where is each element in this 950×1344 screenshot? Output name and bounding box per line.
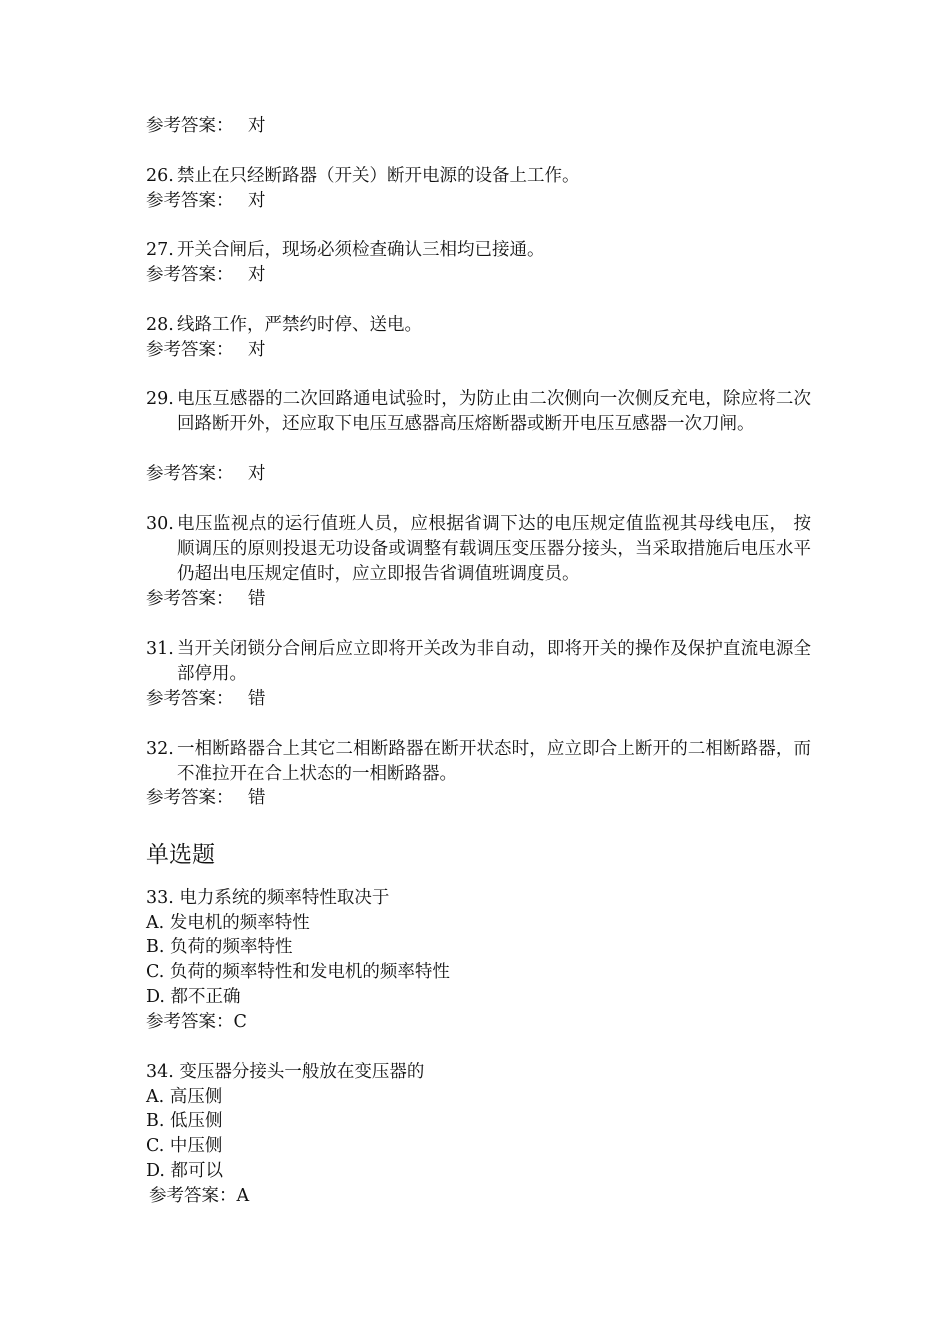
answer-value: 错 (248, 689, 266, 709)
answer-value: 错 (248, 589, 266, 609)
option-item: A. 发电机的频率特性 (146, 913, 310, 933)
question-text: 电力系统的频率特性取决于 (179, 888, 390, 908)
answer-label: 参考答案： (146, 589, 234, 609)
option-item: D. 都不正确 (146, 987, 241, 1007)
question-number: 28. (146, 315, 174, 335)
answer-label: 参考答案： (146, 1012, 234, 1032)
answer-value: 对 (248, 340, 266, 360)
section-title: 单选题 (146, 842, 215, 868)
answer-line (146, 114, 266, 139)
answer-label: 参考答案： (146, 116, 234, 136)
question-number: 26. (146, 166, 174, 186)
answer-value: 对 (248, 265, 266, 285)
question-33 (146, 886, 389, 911)
option-item: B. 负荷的频率特性 (146, 937, 293, 957)
question-28 (146, 313, 811, 338)
answer-label: 参考答案： (146, 340, 234, 360)
question-30 (146, 512, 811, 587)
question-number: 30. (146, 514, 174, 534)
question-number: 31. (146, 639, 174, 659)
question-number: 33. (146, 888, 174, 908)
question-29 (146, 387, 811, 437)
answer-value: C (233, 1012, 247, 1032)
option-item: D. 都可以 (146, 1161, 224, 1181)
answer-label: 参考答案： (146, 464, 234, 484)
answer-label: 参考答案： (146, 265, 234, 285)
question-text: 电压互感器的二次回路通电试验时，为防止由二次侧向一次侧反充电，除应将二次回路断开外，还应取下电压互感器高压熔断器或断开电压互感器一次刀闸。 (177, 389, 811, 434)
answer-value: A (236, 1186, 250, 1206)
answer-value: 对 (248, 464, 266, 484)
question-number: 34. (146, 1062, 174, 1082)
question-number: 29. (146, 389, 174, 409)
answer-line (146, 462, 266, 487)
answer-label: 参考答案： (149, 1186, 237, 1206)
answer-label: 参考答案： (146, 788, 234, 808)
option-item: C. 中压侧 (146, 1136, 223, 1156)
answer-label: 参考答案： (146, 191, 234, 211)
question-text: 禁止在只经断路器（开关）断开电源的设备上工作。 (177, 166, 580, 186)
answer-line (146, 1010, 247, 1035)
question-text: 当开关闭锁分合闸后应立即将开关改为非自动，即将开关的操作及保护直流电源全部停用。 (177, 639, 811, 684)
question-34 (146, 1060, 424, 1085)
answer-value: 对 (248, 116, 266, 136)
question-text: 变压器分接头一般放在变压器的 (179, 1062, 425, 1082)
answer-line (146, 263, 266, 288)
answer-line (146, 786, 266, 811)
question-31 (146, 637, 811, 687)
question-text: 开关合闸后，现场必须检查确认三相均已接通。 (177, 240, 545, 260)
question-text: 线路工作，严禁约时停、送电。 (177, 315, 422, 335)
answer-label: 参考答案： (146, 689, 234, 709)
question-number: 27. (146, 240, 174, 260)
option-item: A. 高压侧 (146, 1087, 223, 1107)
question-number: 32. (146, 739, 174, 759)
answer-value: 对 (248, 191, 266, 211)
option-item: B. 低压侧 (146, 1111, 223, 1131)
question-26 (146, 164, 811, 189)
answer-line (146, 687, 266, 712)
question-27 (146, 238, 811, 263)
answer-line (149, 1184, 249, 1209)
answer-line (146, 587, 266, 612)
option-item: C. 负荷的频率特性和发电机的频率特性 (146, 962, 450, 982)
answer-line (146, 338, 266, 363)
question-text: 一相断路器合上其它二相断路器在断开状态时，应立即合上断开的二相断路器，而不准拉开在合上状态的一相断路器。 (177, 739, 811, 784)
answer-value: 错 (248, 788, 266, 808)
question-32 (146, 737, 811, 787)
question-text: 电压监视点的运行值班人员，应根据省调下达的电压规定值监视其母线电压， 按顺调压的原则投退无功设备或调整有载调压变压器分接头，当采取措施后电压水平仍超出电压规定值时，应立即报告省调值班调度员。 (177, 514, 811, 584)
answer-line (146, 189, 266, 214)
